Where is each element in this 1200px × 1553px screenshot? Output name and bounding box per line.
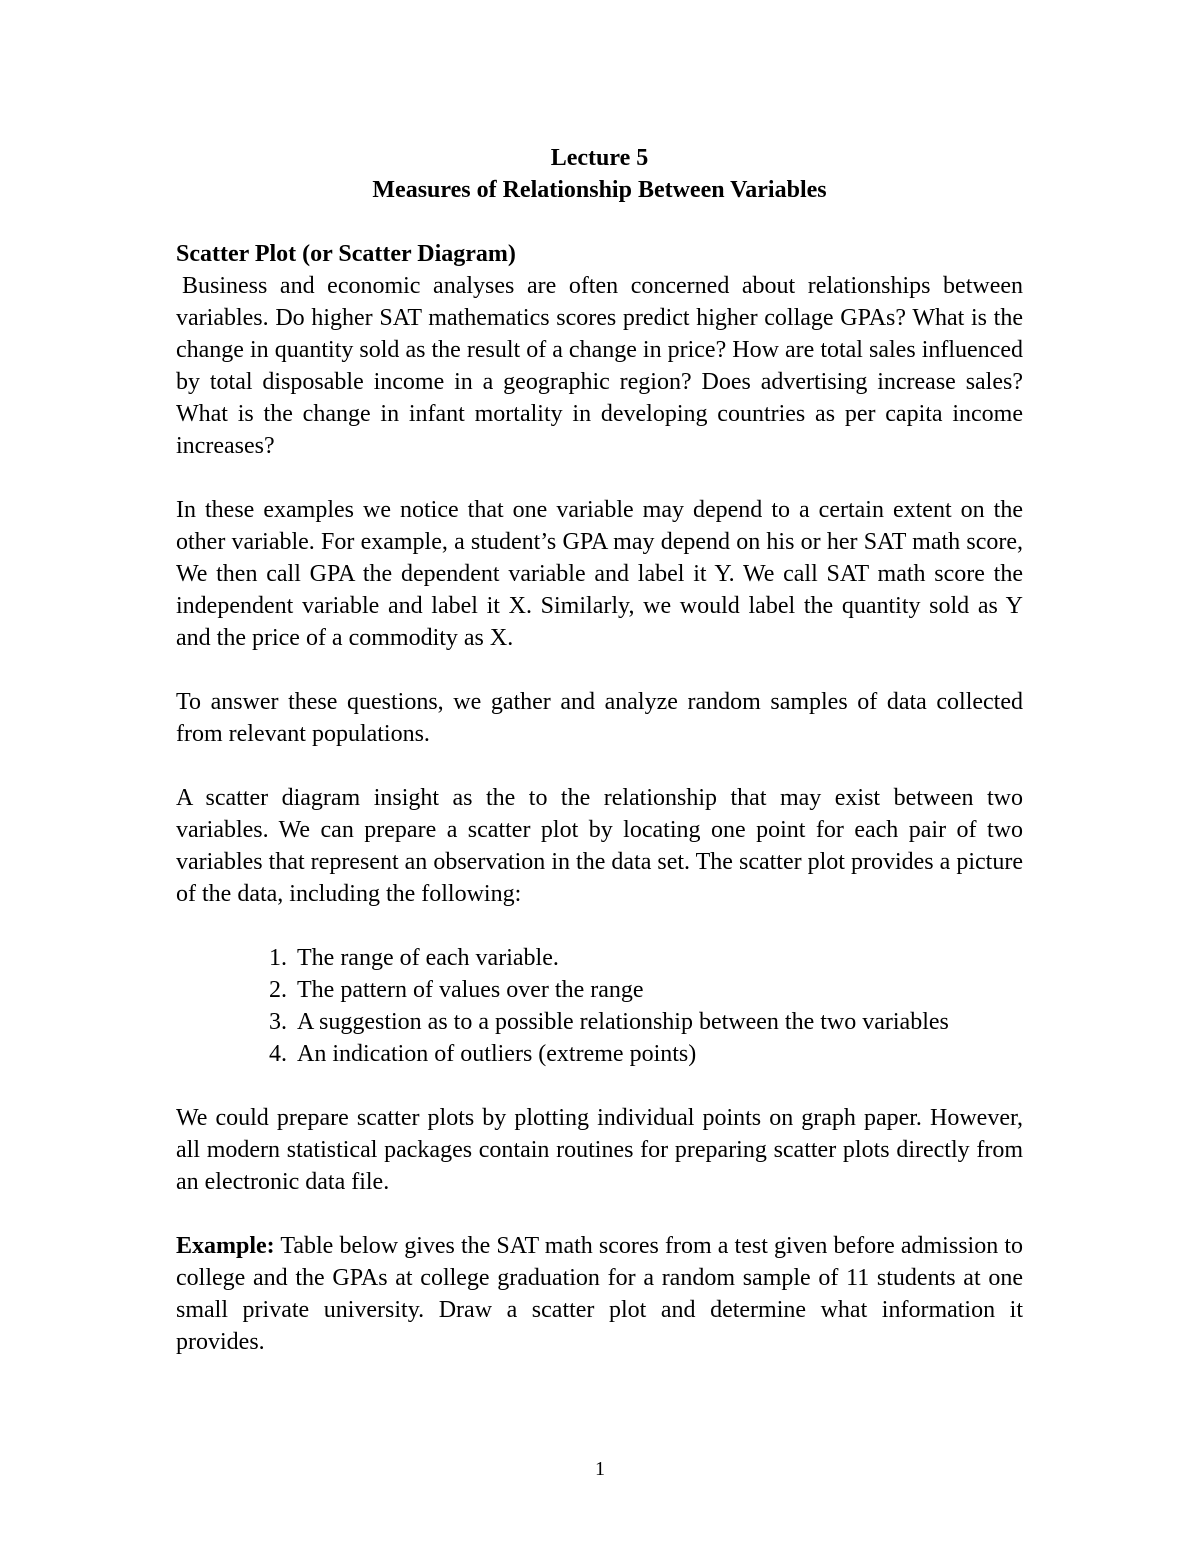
paragraph-dependence: In these examples we notice that one variable may depend to a certain extent on the other variable. For example, a student’s GPA may depend on his or her SAT math score, We then call GPA the dependent variable and label it Y. We call SAT math score the independent variable and label it X. Similarly, we would label the quantity sold as Y and the price of a commodity as X. [176, 497, 1023, 651]
paragraph-statistical-packages: We could prepare scatter plots by plotting individual points on graph paper. However, all modern statistical packages contain routines for preparing scatter plots directly from an electronic data file. [176, 1105, 1023, 1195]
list-item: 2. The pattern of values over the range [293, 974, 1023, 1006]
section-heading: Scatter Plot (or Scatter Diagram) [176, 241, 516, 267]
list-item: 3. A suggestion as to a possible relationship between the two variables [293, 1006, 1023, 1038]
document-body [176, 142, 1023, 1358]
lecture-title: Measures of Relationship Between Variables [372, 177, 827, 203]
paragraph-scatter-diagram: A scatter diagram insight as the to the relationship that may exist between two variables. We can prepare a scatter plot by locating one point for each pair of two variables that represent an observation in the data set. The scatter plot provides a picture of the data, including the following: [176, 785, 1023, 907]
paragraph-intro: Business and economic analyses are often concerned about relationships between variables. Do higher SAT mathematics scores predict higher collage GPAs? What is the change in quantity sold as the result of a change in price? How are total sales influenced by total disposable income in a geographic region? Does advertising increase sales? What is the change in infant mortality in developing countries as per capita income increases? [176, 273, 1023, 459]
list-item: 1. The range of each variable. [293, 942, 1023, 974]
example-label: Example: [176, 1233, 275, 1259]
paragraph-samples: To answer these questions, we gather and analyze random samples of data collected from relevant populations. [176, 689, 1023, 747]
page-number: 1 [595, 1458, 605, 1480]
scatter-plot-features-list [176, 942, 1023, 1070]
list-item: 4. An indication of outliers (extreme points) [293, 1038, 1023, 1070]
lecture-number: Lecture 5 [550, 145, 649, 171]
paragraph-example [176, 1230, 1023, 1358]
example-text: Table below gives the SAT math scores from a test given before admission to college and the GPAs at college graduation for a random sample of 11 students at one small private university. Draw a scatter plot and determine what information it provides. [176, 1233, 1023, 1355]
